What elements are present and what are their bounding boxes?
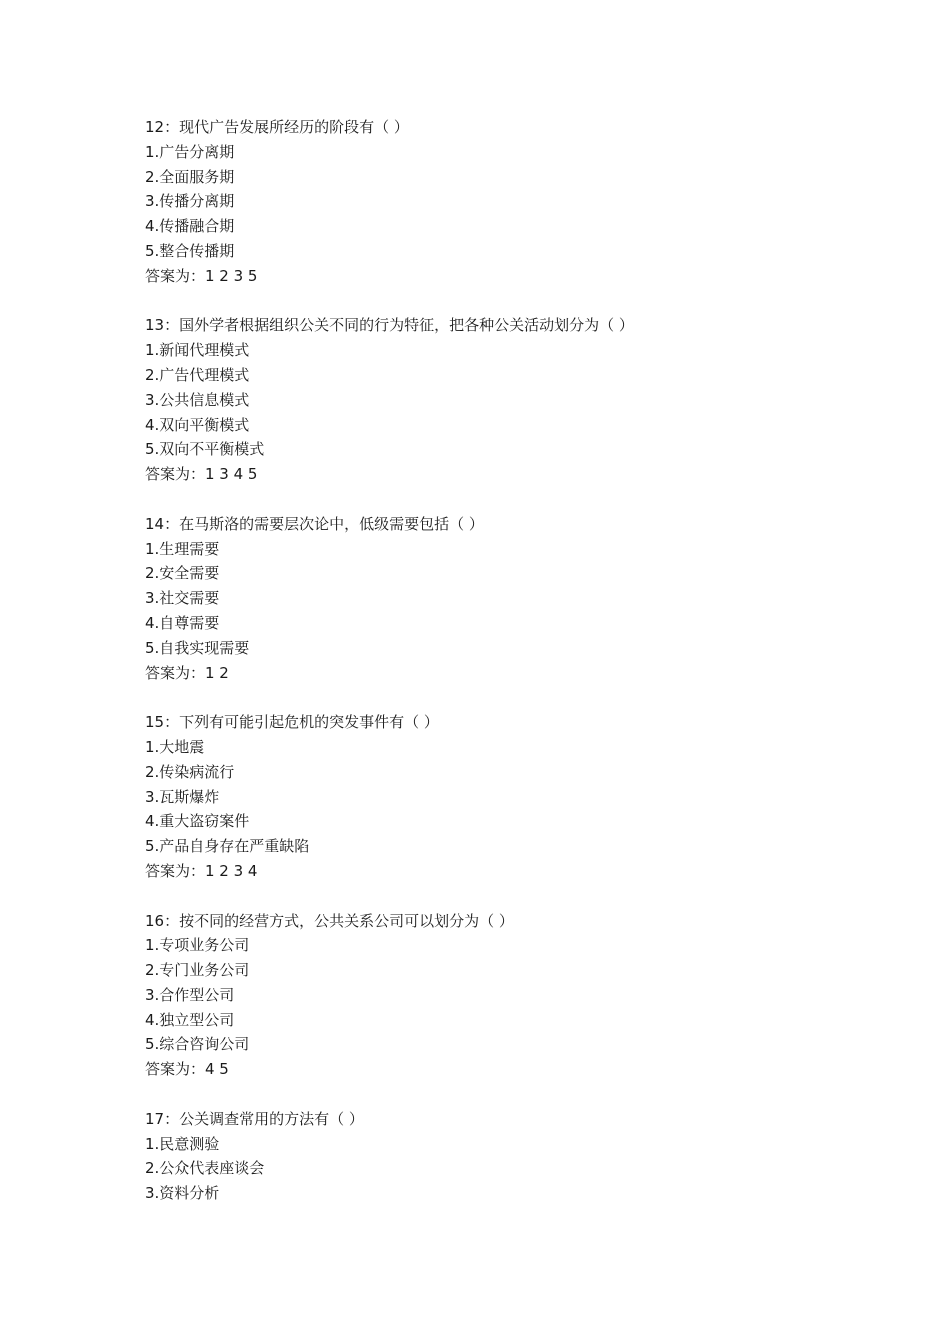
option-item: 4.独立型公司	[145, 1010, 235, 1029]
option-item: 3.公共信息模式	[145, 390, 250, 409]
option-item: 1.大地震	[145, 737, 205, 756]
option-item: 2.专门业务公司	[145, 961, 250, 980]
option-item: 3.合作型公司	[145, 985, 235, 1004]
option-item: 3.传播分离期	[145, 192, 235, 211]
option-item: 3.资料分析	[145, 1184, 220, 1203]
option-item: 2.全面服务期	[145, 167, 235, 186]
question-block	[145, 1107, 845, 1206]
option-item: 1.广告分离期	[145, 142, 235, 161]
question-title: 12：现代广告发展所经历的阶段有（ ）	[145, 118, 409, 136]
option-item: 5.整合传播期	[145, 241, 235, 260]
option-item: 4.双向平衡模式	[145, 415, 250, 434]
option-item: 5.双向不平衡模式	[145, 440, 265, 459]
question-block	[145, 313, 845, 487]
option-item: 1.专项业务公司	[145, 936, 250, 955]
question-title: 15：下列有可能引起危机的突发事件有（ ）	[145, 713, 439, 732]
answer-line: 答案为：1 2 3 4	[145, 861, 258, 880]
question-block	[145, 909, 845, 1083]
question-title: 17：公关调查常用的方法有（ ）	[145, 1109, 364, 1128]
option-item: 3.瓦斯爆炸	[145, 787, 220, 806]
option-item: 5.综合咨询公司	[145, 1035, 250, 1054]
question-block	[145, 710, 845, 884]
question-block	[145, 115, 845, 289]
option-item: 2.公众代表座谈会	[145, 1159, 265, 1178]
option-item: 2.传染病流行	[145, 762, 235, 781]
question-title: 14：在马斯洛的需要层次论中，低级需要包括（ ）	[145, 514, 484, 533]
option-item: 1.新闻代理模式	[145, 341, 250, 360]
option-item: 5.自我实现需要	[145, 638, 250, 657]
option-item: 1.生理需要	[145, 539, 220, 558]
question-title: 13：国外学者根据组织公关不同的行为特征，把各种公关活动划分为（ ）	[145, 316, 634, 335]
document-page	[145, 115, 845, 1206]
option-item: 2.广告代理模式	[145, 365, 250, 384]
question-title: 16：按不同的经营方式，公共关系公司可以划分为（ ）	[145, 911, 514, 930]
option-item: 1.民意测验	[145, 1134, 220, 1153]
question-block	[145, 512, 845, 686]
answer-line: 答案为：4 5	[145, 1060, 229, 1079]
option-item: 3.社交需要	[145, 589, 220, 608]
option-item: 4.自尊需要	[145, 613, 220, 632]
answer-line: 答案为：1 2	[145, 663, 229, 682]
answer-line: 答案为：1 2 3 5	[145, 266, 258, 285]
answer-line: 答案为：1 3 4 5	[145, 465, 258, 484]
option-item: 4.重大盗窃案件	[145, 812, 250, 831]
option-item: 4.传播融合期	[145, 217, 235, 236]
option-item: 2.安全需要	[145, 564, 220, 583]
option-item: 5.产品自身存在严重缺陷	[145, 837, 310, 856]
